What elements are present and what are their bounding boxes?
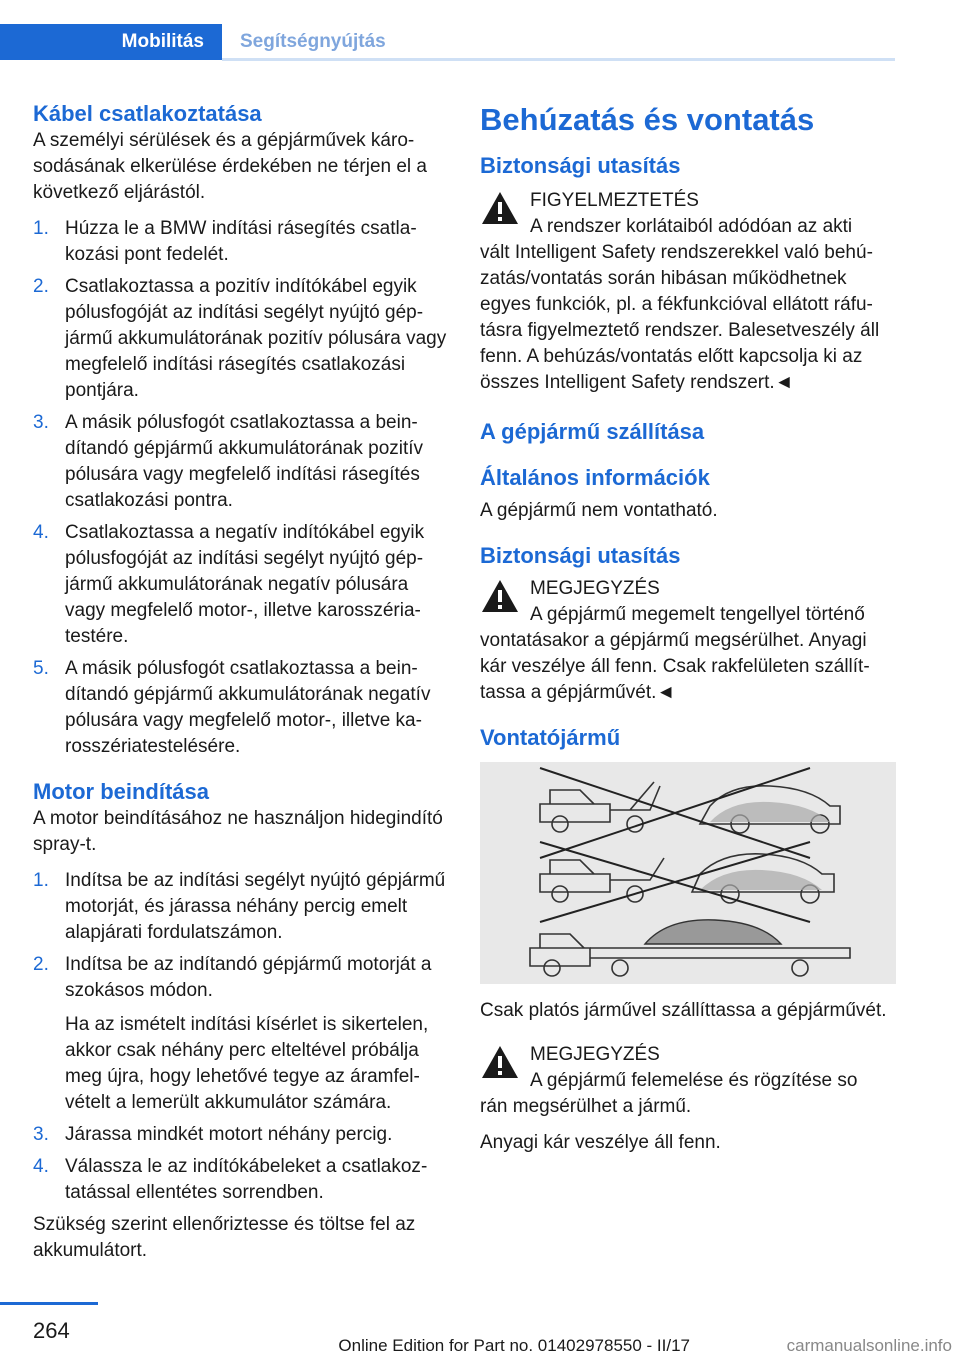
- right-column: [480, 100, 896, 1166]
- warning-text: rán megsérülhet a jármű.: [480, 1096, 692, 1117]
- heading-engine-start: Motor beindítása: [33, 779, 210, 804]
- list-item: 5. A másik pólusfogót csatlakoztassa a beindítandó gépjármű akkumulátorának negatív pólusára vagy megfelelő motor-, illetve karosszériatestelésére.: [33, 658, 431, 757]
- closing-text: Szükség szerint ellenőriztesse és töltse fel az akkumulátort.: [33, 1214, 416, 1261]
- list-item: 4. Csatlakoztassa a negatív indítókábel egyik pólusfogóját az indítási segélyt nyújtó gépjármű akkumulátorának negatív pólusára vagy megfelelő motor-, illetve karosszériatestére.: [33, 522, 425, 647]
- warning-box-2: [480, 576, 896, 706]
- warning-triangle-icon: [480, 578, 520, 614]
- tab-segitsegnyujtas[interactable]: Segítségnyújtás: [240, 31, 386, 52]
- heading-safety-1: Biztonsági utasítás: [480, 153, 681, 178]
- warning-text: vontatásakor a gépjármű megsérülhet. Anyagi kár veszélye áll fenn. Csak rakfelületen szállíttassa a gépjárművét.◄: [480, 630, 870, 703]
- warning-title: FIGYELMEZTETÉS: [530, 190, 699, 211]
- warning-title: MEGJEGYZÉS: [530, 1044, 660, 1065]
- engine-steps-list: [33, 868, 448, 1206]
- cable-intro-text: A személyi sérülések és a gépjárművek károsodásának elkerülése érdekében ne térjen el a következő eljárástól.: [33, 130, 427, 203]
- warning-text: vált Intelligent Safety rendszerekkel való behúzatás/vontatás során hibásan működhetnek egyes funkciók, pl. a fékfunkcióval ellátott ráfutásra figyelmeztető rendszer. Balesetveszély áll fenn. A behúzás/vontatás előtt kapcsolja ki az összes Intelligent Safety rendszert.◄: [480, 242, 880, 393]
- warning-text-first-line: A rendszer korlátaiból adódóan az akti: [530, 216, 853, 237]
- illustration-caption: Csak platós járművel szállíttassa a gépjárművét.: [480, 1000, 887, 1021]
- list-item: 3. Járassa mindkét motort néhány percig.: [33, 1124, 393, 1145]
- list-item: 1. Húzza le a BMW indítási rásegítés csatlakozási pont fedelét.: [33, 218, 417, 265]
- list-item: 2. Csatlakoztassa a pozitív indítókábel egyik pólusfogóját az indítási segélyt nyújtó gépjármű akkumulátorának pozitív pólusára vagy megfelelő indítási rásegítés csatlakozási pontjára.: [33, 276, 447, 401]
- edition-text: Online Edition for Part no. 01402978550 - II/17: [338, 1336, 690, 1355]
- list-item: 4. Válassza le az indítókábeleket a csatlakoztatással ellentétes sorrendben.: [33, 1156, 428, 1203]
- warning-triangle-icon: [480, 1044, 520, 1080]
- warning-text-first-line: A gépjármű megemelt tengellyel történő: [530, 604, 865, 625]
- warning-box-1: [480, 188, 896, 396]
- cable-steps-list: [33, 216, 448, 760]
- watermark: carmanualsonline.info: [786, 1336, 952, 1355]
- final-text: Anyagi kár veszélye áll fenn.: [480, 1132, 721, 1153]
- towing-illustration: [480, 762, 896, 984]
- heading-cable-connect: Kábel csatlakoztatása: [33, 101, 262, 126]
- heading-safety-2: Biztonsági utasítás: [480, 543, 681, 568]
- list-item: 1. Indítsa be az indítási segélyt nyújtó gépjármű motorját, és járassa néhány percig emelt alapjárati fordulatszámon.: [33, 870, 446, 943]
- general-info-text: A gépjármű nem vontatható.: [480, 500, 718, 521]
- tow-truck-diagram: [480, 762, 896, 984]
- heading-general-info: Általános információk: [480, 465, 710, 490]
- list-item: 2. Indítsa be az indítandó gépjármű motorját a szokásos módon. Ha az ismételt indítási kísérlet is sikertelen, akkor csak néhány perc elteltével próbálja meg újra, hogy lehetővé tegye az áramfelvételt a lemerült akkumulátor számára.: [33, 954, 432, 1113]
- warning-text-first-line: A gépjármű felemelése és rögzítése so: [530, 1070, 858, 1091]
- header-tabs: [0, 24, 895, 60]
- page-title: Behúzatás és vontatás: [480, 102, 815, 137]
- heading-tow-vehicle: Vontatójármű: [480, 725, 621, 750]
- list-item: 3. A másik pólusfogót csatlakoztassa a beindítandó gépjármű akkumulátorának pozitív pólusára vagy megfelelő indítási rásegítés csatlakozási pontra.: [33, 412, 424, 511]
- warning-title: MEGJEGYZÉS: [530, 578, 660, 599]
- engine-intro-text: A motor beindításához ne használjon hidegindító spray-t.: [33, 808, 443, 855]
- footer-accent-line: [0, 1302, 98, 1305]
- tab-underline: [222, 58, 895, 61]
- heading-transport: A gépjármű szállítása: [480, 419, 705, 444]
- left-column: [33, 100, 448, 1274]
- warning-box-3: [480, 1042, 896, 1120]
- page-number: 264: [33, 1318, 70, 1343]
- tab-mobilitas[interactable]: Mobilitás: [0, 24, 222, 60]
- warning-triangle-icon: [480, 190, 520, 226]
